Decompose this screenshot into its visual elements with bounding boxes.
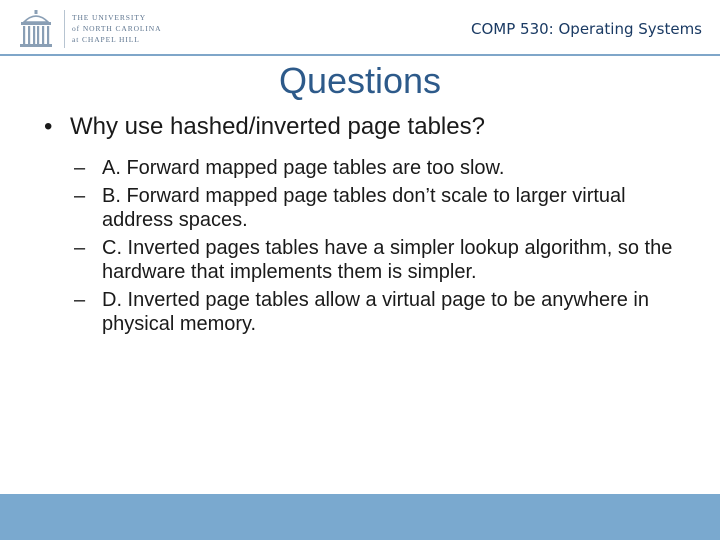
answer-option-text: C. Inverted pages tables have a simpler lookup algorithm, so the hardware that implements them is simpler. <box>102 237 673 283</box>
logo-divider <box>64 10 65 48</box>
bullet-text: Why use hashed/inverted page tables? <box>70 113 485 140</box>
answer-option-b <box>74 184 684 232</box>
answer-options-list <box>74 156 684 336</box>
bullet-list <box>44 112 684 340</box>
course-title: COMP 530: Operating Systems <box>471 20 702 38</box>
header-divider <box>0 54 720 56</box>
answer-option-c <box>74 236 684 284</box>
answer-option-text: A. Forward mapped page tables are too slow. <box>102 157 505 179</box>
dash-marker: – <box>74 289 86 311</box>
slide-header <box>0 0 720 56</box>
dash-marker: – <box>74 185 86 207</box>
old-well-icon <box>16 8 56 50</box>
bullet-item <box>44 112 684 142</box>
logo-line-3: at CHAPEL HILL <box>72 35 140 44</box>
dash-marker: – <box>74 237 86 259</box>
footer-bar <box>0 494 720 540</box>
bullet-marker: • <box>44 113 53 140</box>
answer-option-a <box>74 156 684 180</box>
answer-option-text: D. Inverted page tables allow a virtual page to be anywhere in physical memory. <box>102 289 650 335</box>
dash-marker: – <box>74 157 86 179</box>
answer-option-d <box>74 288 684 336</box>
slide-title: Questions <box>278 60 442 101</box>
university-wordmark <box>72 12 202 45</box>
logo-line-1: THE UNIVERSITY <box>72 13 147 22</box>
logo-line-2: of NORTH CAROLINA <box>72 24 162 33</box>
answer-option-text: B. Forward mapped page tables don’t scale to larger virtual address spaces. <box>102 185 626 231</box>
university-logo <box>16 8 186 50</box>
